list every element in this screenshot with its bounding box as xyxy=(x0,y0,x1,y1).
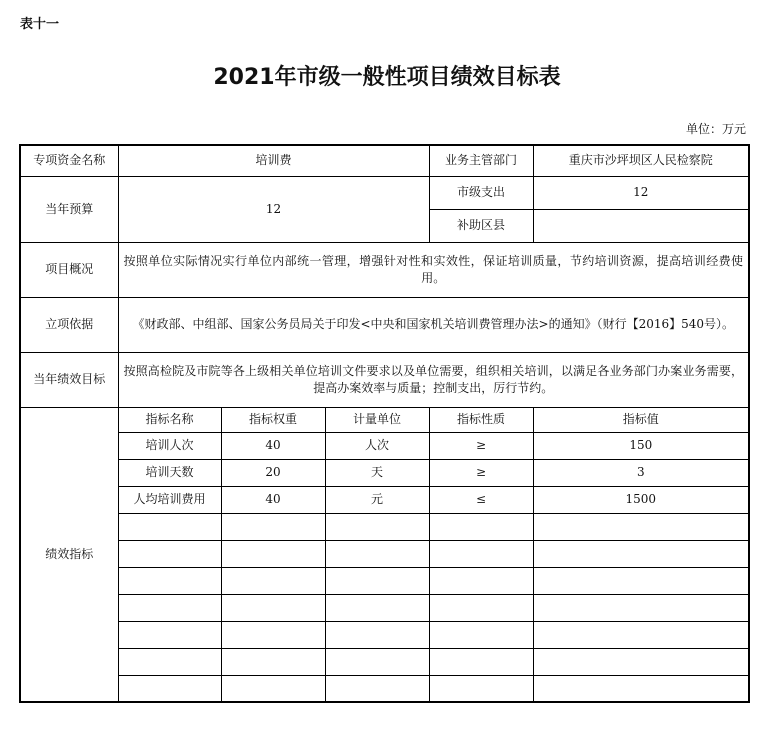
unit-label: 单位：万元 xyxy=(685,122,746,136)
table-body xyxy=(20,145,749,702)
indicator-cell xyxy=(118,675,221,702)
project-name-label: 专项资金名称 xyxy=(20,145,118,176)
district-value xyxy=(533,209,749,242)
indicator-cell xyxy=(429,567,533,594)
indicator-row xyxy=(20,513,749,540)
indicator-cell xyxy=(118,621,221,648)
indicator-row xyxy=(20,567,749,594)
indicator-cell: 1500 xyxy=(533,486,749,513)
column-header: 指标性质 xyxy=(429,407,533,432)
indicator-cell: 元 xyxy=(325,486,429,513)
indicator-row xyxy=(20,675,749,702)
indicator-cell xyxy=(221,567,325,594)
indicator-row xyxy=(20,621,749,648)
indicators-label: 绩效指标 xyxy=(20,407,118,702)
goal-label: 当年绩效目标 xyxy=(20,352,118,407)
goal-text: 按照高检院及市院等各上级相关单位培训文件要求以及单位需要，组织相关培训，以满足各业务部门办案业务需要，提高办案效率与质量；控制支出，厉行节约。 xyxy=(118,352,749,407)
district-label: 补助区县 xyxy=(429,209,533,242)
indicator-cell xyxy=(221,621,325,648)
project-name-value: 培训费 xyxy=(118,145,429,176)
indicator-cell xyxy=(118,540,221,567)
indicator-cell xyxy=(325,648,429,675)
table-row xyxy=(20,176,749,209)
indicator-cell: 40 xyxy=(221,432,325,459)
indicator-cell xyxy=(533,621,749,648)
performance-table xyxy=(19,144,750,703)
indicator-cell xyxy=(325,567,429,594)
indicator-cell xyxy=(429,513,533,540)
indicator-cell xyxy=(325,513,429,540)
dept-value: 重庆市沙坪坝区人民检察院 xyxy=(533,145,749,176)
table-row xyxy=(20,352,749,407)
indicator-cell xyxy=(533,540,749,567)
overview-label: 项目概况 xyxy=(20,242,118,297)
page-title: 2021年市级一般性项目绩效目标表 xyxy=(213,65,561,90)
indicator-cell xyxy=(118,648,221,675)
column-header: 指标值 xyxy=(533,407,749,432)
indicator-cell: 3 xyxy=(533,459,749,486)
indicator-cell: 150 xyxy=(533,432,749,459)
indicator-cell: ≥ xyxy=(429,432,533,459)
basis-label: 立项依据 xyxy=(20,297,118,352)
indicator-cell xyxy=(429,675,533,702)
indicator-cell xyxy=(118,513,221,540)
indicator-cell: 20 xyxy=(221,459,325,486)
indicator-cell xyxy=(533,567,749,594)
budget-label: 当年预算 xyxy=(20,176,118,242)
indicator-cell xyxy=(221,648,325,675)
indicator-cell xyxy=(221,594,325,621)
indicator-cell: 人次 xyxy=(325,432,429,459)
indicator-cell xyxy=(325,675,429,702)
indicator-cell xyxy=(221,513,325,540)
indicator-cell xyxy=(429,648,533,675)
column-header: 计量单位 xyxy=(325,407,429,432)
indicator-cell xyxy=(221,540,325,567)
indicator-cell: 培训人次 xyxy=(118,432,221,459)
indicator-cell xyxy=(533,594,749,621)
indicator-cell xyxy=(429,540,533,567)
city-exp-value: 12 xyxy=(533,176,749,209)
indicator-header-row xyxy=(20,407,749,432)
indicator-cell xyxy=(325,621,429,648)
column-header: 指标权重 xyxy=(221,407,325,432)
overview-text: 按照单位实际情况实行单位内部统一管理，增强针对性和实效性，保证培训质量，节约培训资源，提高培训经费使用。 xyxy=(118,242,749,297)
budget-value: 12 xyxy=(118,176,429,242)
table-number: 表十一 xyxy=(20,17,60,32)
table-row xyxy=(20,145,749,176)
indicator-cell: 培训天数 xyxy=(118,459,221,486)
indicator-cell xyxy=(325,540,429,567)
table-row xyxy=(20,242,749,297)
indicator-row xyxy=(20,540,749,567)
indicator-cell: 40 xyxy=(221,486,325,513)
indicator-row xyxy=(20,459,749,486)
dept-label: 业务主管部门 xyxy=(429,145,533,176)
indicator-cell xyxy=(118,567,221,594)
city-exp-label: 市级支出 xyxy=(429,176,533,209)
indicator-cell xyxy=(533,675,749,702)
indicator-row xyxy=(20,594,749,621)
indicator-cell: ≤ xyxy=(429,486,533,513)
indicator-row xyxy=(20,648,749,675)
table-row xyxy=(20,297,749,352)
indicator-cell xyxy=(221,675,325,702)
indicator-cell: ≥ xyxy=(429,459,533,486)
indicator-cell xyxy=(325,594,429,621)
basis-text: 《财政部、中组部、国家公务员局关于印发<中央和国家机关培训费管理办法>的通知》（财行【2016】540号）。 xyxy=(118,297,749,352)
indicator-cell xyxy=(533,648,749,675)
indicator-cell xyxy=(118,594,221,621)
indicator-cell: 天 xyxy=(325,459,429,486)
indicator-row xyxy=(20,432,749,459)
column-header: 指标名称 xyxy=(118,407,221,432)
indicator-cell xyxy=(429,594,533,621)
indicator-row xyxy=(20,486,749,513)
indicator-cell xyxy=(533,513,749,540)
indicator-cell: 人均培训费用 xyxy=(118,486,221,513)
indicator-cell xyxy=(429,621,533,648)
